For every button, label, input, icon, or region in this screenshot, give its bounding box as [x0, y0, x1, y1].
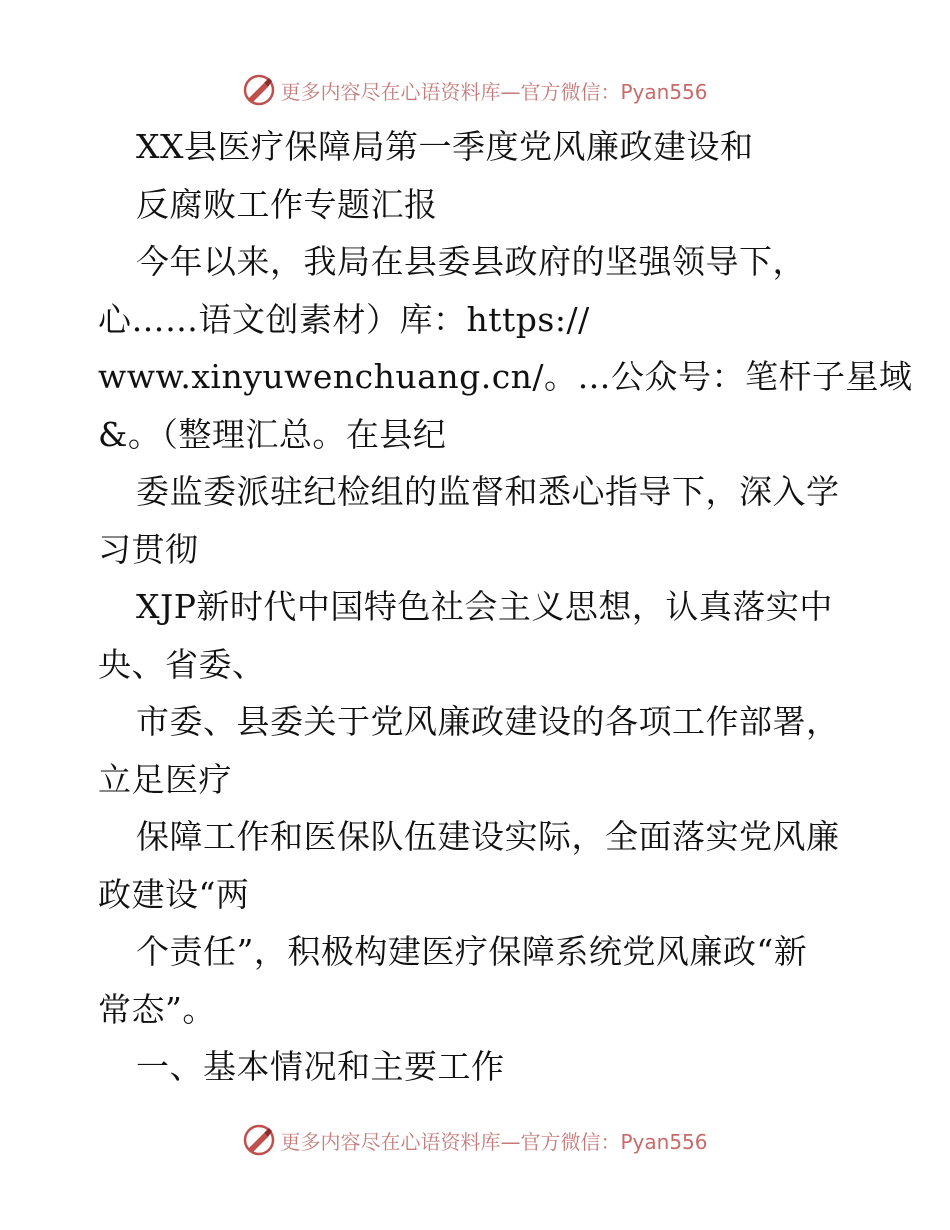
paragraph-line: 习贯彻 — [98, 529, 199, 569]
watermark-banner-top — [0, 70, 950, 110]
paragraph-line: 今年以来，我局在县委县政府的坚强领导下， — [136, 242, 806, 281]
document-title-line-2: 反腐败工作专题汇报 — [136, 184, 438, 224]
paragraph-line: 心……语文创素材）库：https:// — [98, 299, 590, 339]
watermark-banner-bottom — [0, 1120, 950, 1160]
paragraph-line: www.xinyuwenchuang.cn/。…公众号：笔杆子星域 — [98, 357, 913, 396]
paragraph-line: 常态”。 — [98, 989, 216, 1029]
document-body — [98, 118, 913, 1096]
paragraph-line: 委监委派驻纪检组的监督和悉心指导下，深入学 — [136, 472, 840, 511]
pen-logo-icon — [242, 73, 276, 107]
paragraph-line: &。（整理汇总。在县纪 — [98, 414, 447, 454]
watermark-text: 更多内容尽在心语资料库—官方微信：Pyan556 — [280, 79, 708, 104]
paragraph-line: 保障工作和医保队伍建设实际，全面落实党风廉 — [136, 817, 840, 856]
paragraph-line: 央、省委、 — [98, 644, 266, 684]
section-heading: 一、基本情况和主要工作 — [136, 1047, 505, 1086]
paragraph-line: 立足医疗 — [98, 759, 232, 799]
document-title-line-1: XX县医疗保障局第一季度党风廉政建设和 — [136, 127, 754, 166]
paragraph-line: 个责任”，积极构建医疗保障系统党风廉政“新 — [136, 932, 808, 971]
pen-logo-icon — [242, 1123, 276, 1157]
paragraph-line: 政建设“两 — [98, 874, 250, 914]
watermark-text: 更多内容尽在心语资料库—官方微信：Pyan556 — [280, 1129, 708, 1154]
paragraph-line: 市委、县委关于党风廉政建设的各项工作部署， — [136, 702, 840, 741]
paragraph-line: XJP新时代中国特色社会主义思想，认真落实中 — [136, 587, 833, 626]
